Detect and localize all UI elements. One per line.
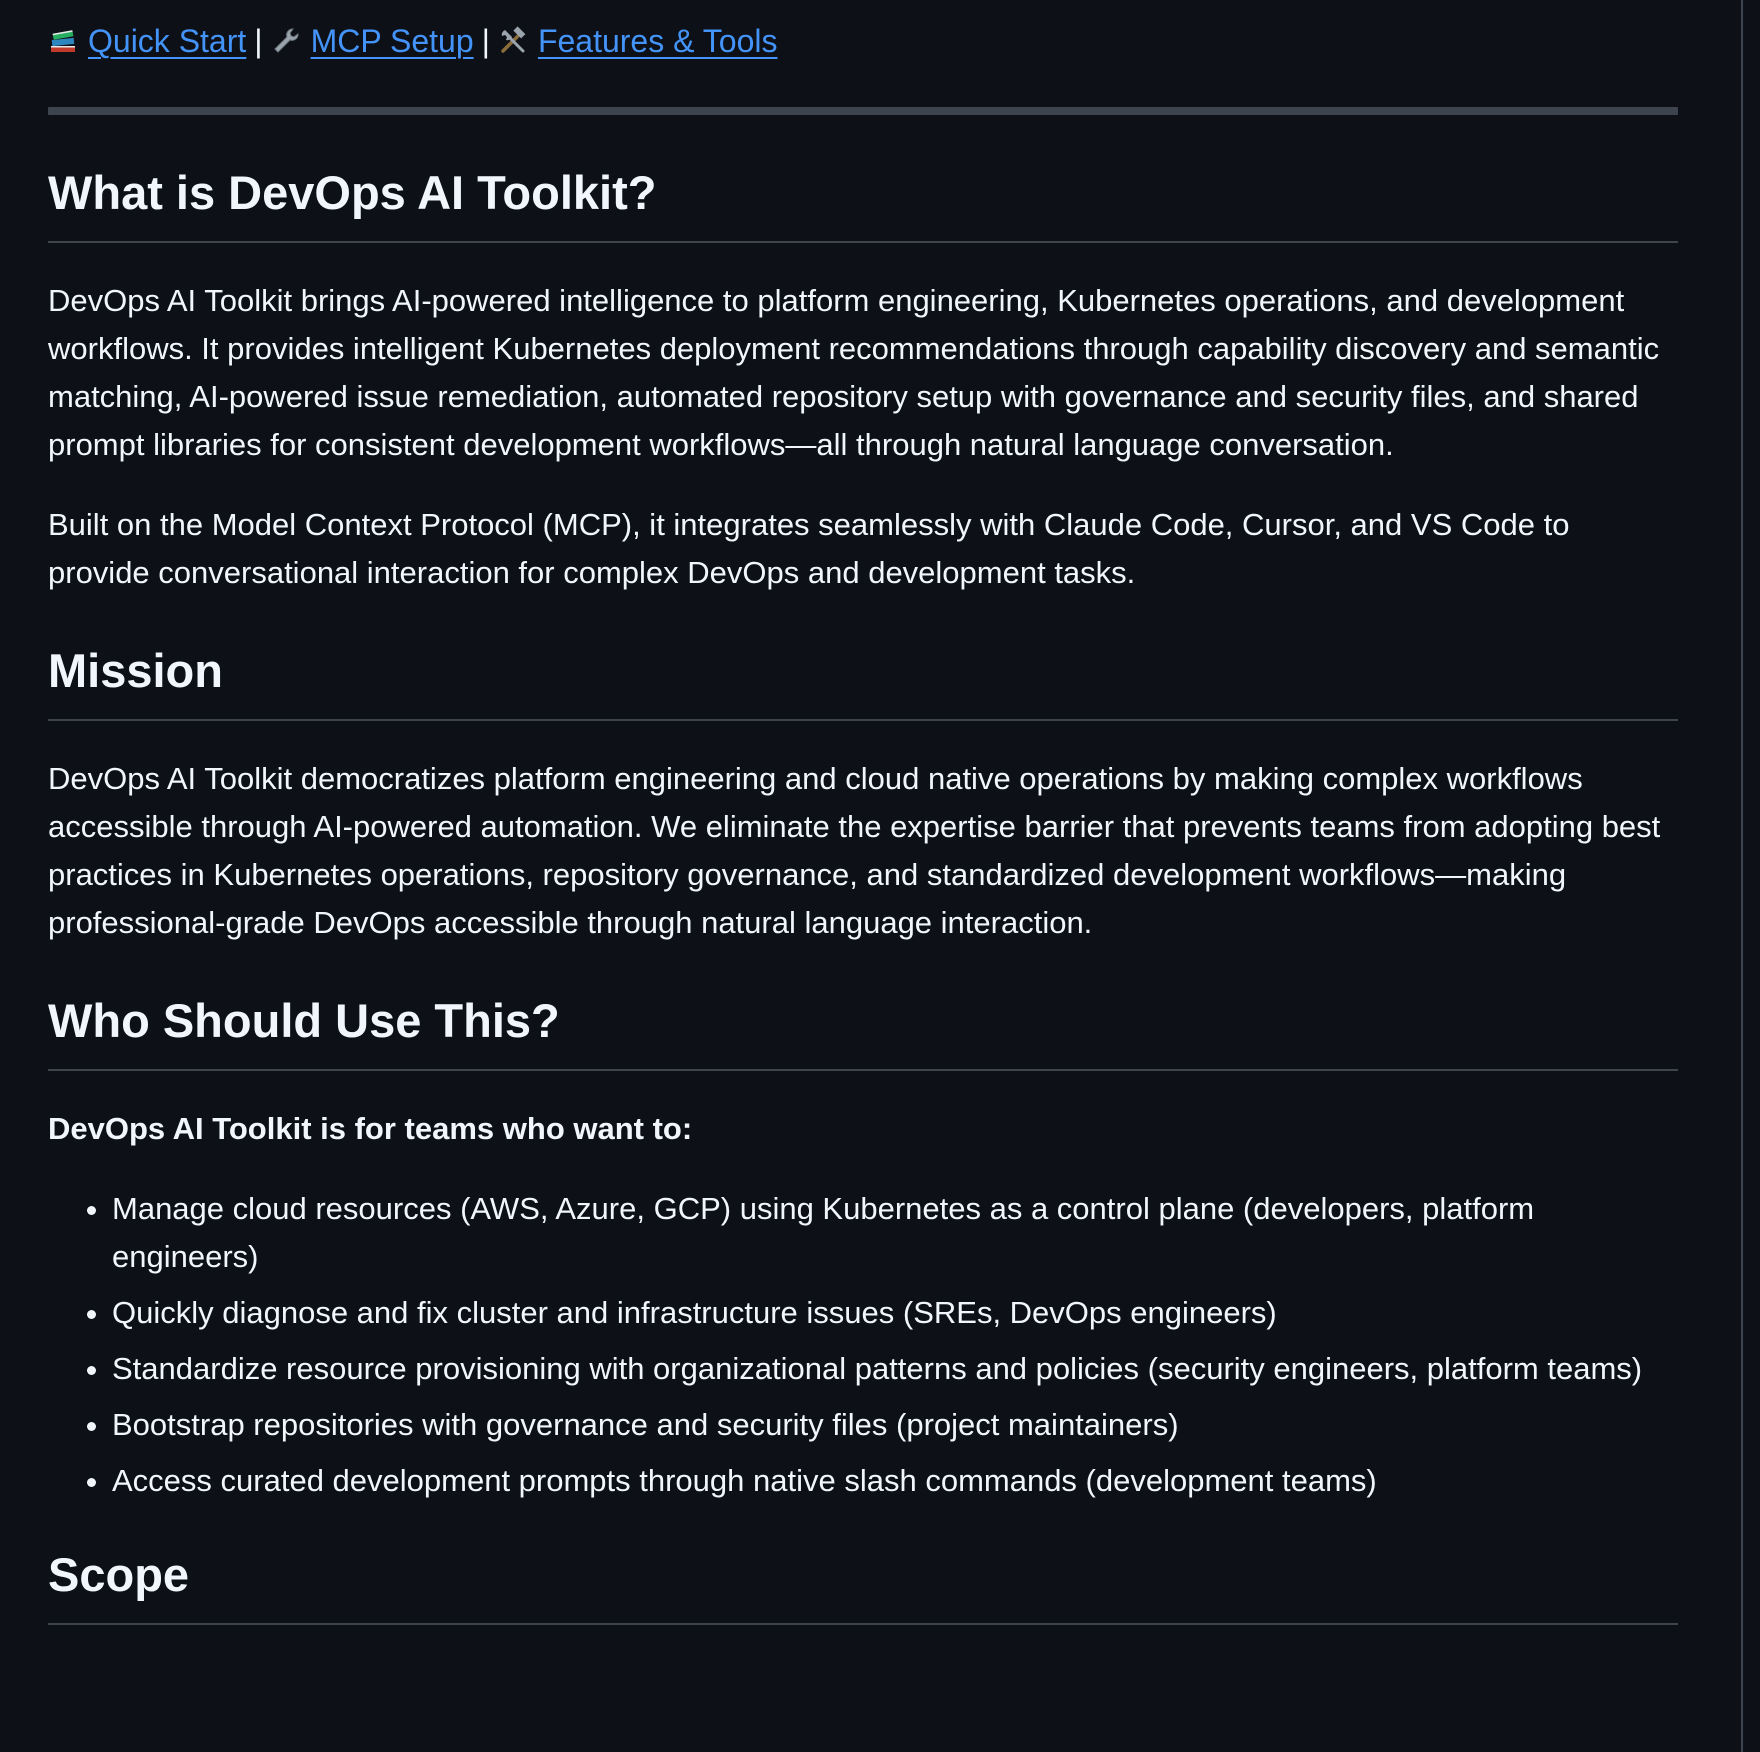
readme-content — [48, 0, 1678, 1625]
list-item: • Bootstrap repositories with governance and security files (project maintainers) — [112, 1401, 1678, 1449]
nav-links — [48, 20, 1678, 62]
who-intro-text: DevOps AI Toolkit is for teams who want to: — [48, 1111, 693, 1146]
nav-separator: | — [481, 23, 490, 59]
mcp-setup-link[interactable]: MCP Setup — [310, 23, 474, 59]
quick-start-link[interactable]: Quick Start — [88, 23, 247, 59]
books-icon — [48, 26, 78, 56]
heading-what-is: What is DevOps AI Toolkit? — [48, 163, 1678, 243]
content-right-border — [1741, 0, 1743, 1752]
what-paragraph-1: DevOps AI Toolkit brings AI-powered intelligence to platform engineering, Kubernetes operations, and development workflows. It provides intelligent Kubernetes deployment recommendations through capability discovery and semantic matching, AI-powered issue remediation, automated repository setup with governance and security files, and shared prompt libraries for consistent development workflows—all through natural language conversation. — [48, 283, 1660, 462]
mission-paragraph: DevOps AI Toolkit democratizes platform engineering and cloud native operations by making complex workflows accessible through AI-powered automation. We eliminate the expertise barrier that prevents teams from adopting best practices in Kubernetes operations, repository governance, and standardized development workflows—making professional-grade DevOps accessible through natural language interaction. — [48, 761, 1661, 940]
list-item: • Manage cloud resources (AWS, Azure, GCP) using Kubernetes as a control plane (developers, platform engineers) — [112, 1185, 1678, 1281]
hammer-wrench-icon — [498, 26, 528, 56]
list-item: • Access curated development prompts through native slash commands (development teams) — [112, 1457, 1678, 1505]
heading-mission: Mission — [48, 641, 1678, 721]
wrench-icon — [271, 26, 301, 56]
nav-separator: | — [254, 23, 263, 59]
list-item: • Standardize resource provisioning with organizational patterns and policies (security engineers, platform teams) — [112, 1345, 1678, 1393]
heading-who-should-use: Who Should Use This? — [48, 991, 1678, 1071]
heading-scope: Scope — [48, 1545, 1678, 1625]
who-intro — [48, 1105, 1678, 1153]
horizontal-rule — [48, 107, 1678, 115]
features-tools-link[interactable]: Features & Tools — [537, 23, 778, 59]
who-list — [48, 1185, 1678, 1505]
list-item: • Quickly diagnose and fix cluster and infrastructure issues (SREs, DevOps engineers) — [112, 1289, 1678, 1337]
what-paragraph-2: Built on the Model Context Protocol (MCP), it integrates seamlessly with Claude Code, Cursor, and VS Code to provide conversational interaction for complex DevOps and development tasks. — [48, 507, 1570, 590]
